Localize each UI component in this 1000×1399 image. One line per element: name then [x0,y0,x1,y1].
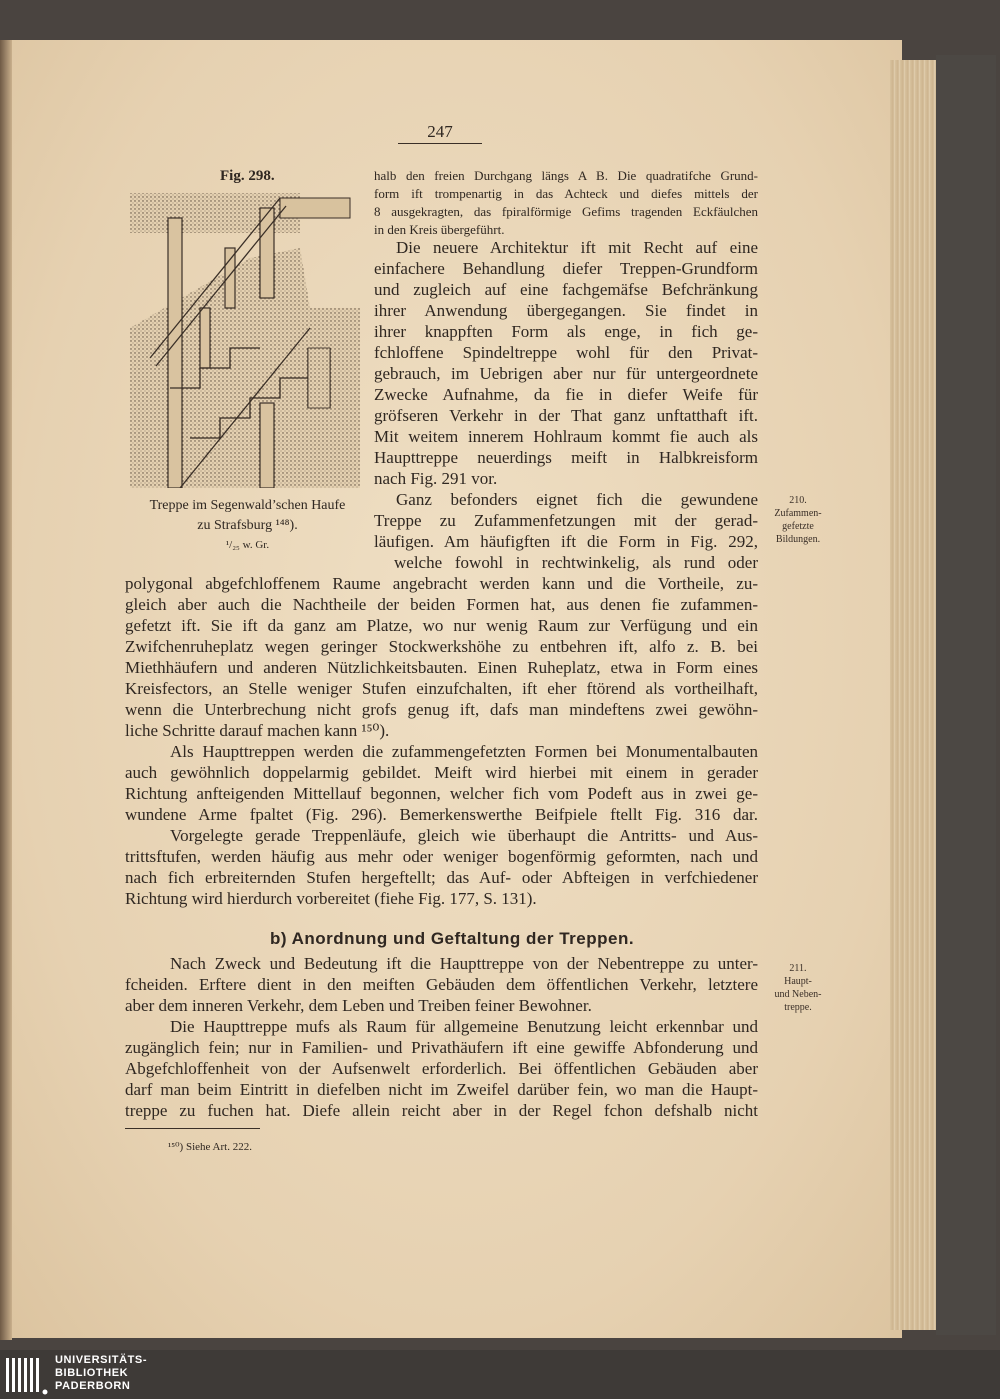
text-line: Die neuere Architektur ift mit Recht auf eine [396,238,758,257]
text-line: einfachere Behandlung diefer Treppen-Grundform [374,259,758,278]
text-line: fcheiden. Erftere dient in den meiften Gebäuden dem öffentlichen Verkehr, letztere [125,975,758,994]
footnote-rule [125,1128,260,1129]
small-print-line: 8 ausgekragten, das fpiralförmige Gefims tragenden Eckfäulchen [374,204,758,219]
text-line: Richtung wird hierdurch vorbereitet (fiehe Fig. 177, S. 131). [125,889,537,908]
text-line: Miethhäufern und anderen Nützlichkeitsbauten. Einen Ruheplatz, etwa in Form eines [125,658,758,677]
small-print-line: in den Kreis übergeführt. [374,222,505,237]
library-logo-icon [4,1354,48,1396]
text-line: ihrer knappften Form als enge, in fich ge- [374,322,758,341]
margin-note-line: Bildungen. [775,534,821,545]
page-edges [890,60,936,1330]
text-line: aber dem inneren Verkehr, dem Leben und Treiben feiner Bewohner. [125,996,592,1015]
figure-caption-location: zu Strafsburg ¹⁴⁸). [197,518,298,533]
figure-scale: ¹/₂₅ w. Gr. [225,539,270,551]
text-line: nach fich erbreiternden Stufen hergeftellt; das Auf- oder Abfteigen in verfchiedener [125,868,758,887]
text-line: wundene Arme fpaltet (Fig. 296). Bemerkenswerthe Beifpiele ftellt Fig. 316 dar. [125,805,758,824]
library-name-line1: UNIVERSITÄTS- [55,1354,148,1366]
library-name-line2: BIBLIOTHEK [55,1367,129,1379]
text-line: Abgefchloffenheit von der Aufsenwelt erforderlich. Bei öffentlichen Gebäuden aber [125,1059,758,1078]
margin-note-line: gefetzte [782,521,814,532]
text-line: auch gewöhnlich doppelarmig gebildet. Meift wird hierbei mit einem in gerader [125,763,758,782]
margin-note-line: Zufammen- [774,508,822,519]
text-line: Die Haupttreppe mufs als Raum für allgemeine Benutzung leicht erkennbar und [170,1017,758,1036]
text-line: gefetzt ift. Sie ift da ganz am Platze, wo nur wenig Raum zur Verfügung und ein [125,616,758,635]
margin-note-line: Haupt- [784,976,812,987]
text-line: treppe zu fuchen hat. Diefe allein reicht aber in der Regel fchon defshalb nicht [125,1101,758,1120]
margin-note-line: 210. [789,495,807,506]
section-heading: b) Anordnung und Geftaltung der Treppen. [270,929,635,948]
text-line: Zwifchenruheplatz wegen geringer Stockwerkshöhe zu entbehren ift, alfo z. B. bei [125,637,758,656]
footnote: ¹⁵⁰) Siehe Art. 222. [168,1141,252,1153]
page-number: 247 [427,122,453,141]
text-line: ihrer Anwendung übergegangen. Sie findet in [374,301,758,320]
text-line: Kreisfectors, an Stelle weniger Stufen einzufchalten, ift eher ftörend als vortheilhaft, [125,679,758,698]
text-line: Vorgelegte gerade Treppenläufe, gleich wie überhaupt die Antritts- und Aus- [170,826,758,845]
text-line: Richtung anfteigenden Mittellauf begonnen, welcher fich vom Podeft aus in zwei ge- [125,784,758,803]
text-line: Haupttreppe neuerdings meift in Halbkreisform [374,448,758,467]
text-line: und zugleich auf eine fachgemäfse Befchränkung [374,280,758,299]
text-line: polygonal abgefchloffenem Raume angebracht werden kann und die Vortheile, zu- [125,574,758,593]
text-line: gebrauch, im Uebrigen aber nur für untergeordnete [374,364,758,383]
book-cover [936,55,996,1335]
text-line: Mit weitem innerem Hohlraum kommt fie auch als [374,427,758,446]
small-print-line: form ift trompenartig in das Achteck und diefes mittels der [374,186,758,201]
text-line: nach Fig. 291 vor. [374,469,498,488]
text-line: zugänglich fein; nur in Familien- und Privathäufern ift eine gewiffe Abfonderung und [125,1038,758,1057]
text-line: Treppe zu Zufammenfetzungen mit der gerad- [374,511,758,530]
text-line: läufigen. Am häufigften ift die Form in Fig. 292, [374,532,758,551]
text-line: Zwecke Aufnahme, da fie in diefer Weife für [374,385,758,404]
text-line: welche fowohl in rechtwinkelig, als rund oder [394,553,758,572]
text-line: Als Haupttreppen werden die zufammengefetzten Formen bei Monumentalbauten [170,742,758,761]
text-line: Nach Zweck und Bedeutung ift die Haupttreppe von der Nebentreppe zu unter- [170,954,758,973]
staircase-figure [130,188,370,488]
library-footer [0,1350,1000,1399]
library-name-line3: PADERBORN [55,1380,131,1392]
page-number-rule [398,143,482,144]
margin-note-line: 211. [789,963,807,974]
figure-caption: Treppe im Segenwald’schen Haufe [149,498,346,513]
text-line: gröfseren Verkehr in der That ganz unftatthaft ift. [374,406,758,425]
figure-label: Fig. 298. [220,168,275,184]
text-line: gleich aber auch die Nachtheile der beiden Formen hat, aus denen fie zufammen- [125,595,758,614]
small-print-line: halb den freien Durchgang längs A B. Die quadratifche Grund- [374,168,758,183]
margin-note-line: und Neben- [774,989,822,1000]
margin-note-line: treppe. [784,1002,812,1013]
text-line: trittsftufen, werden häufig aus mehr oder weniger bogenförmig geformten, nach und [125,847,758,866]
text-line: Ganz befonders eignet fich die gewundene [396,490,758,509]
text-line: liche Schritte darauf machen kann ¹⁵⁰). [125,721,390,740]
small-print-paragraph [374,167,758,239]
left-page-edge [0,40,12,1340]
text-line: fchloffene Spindeltreppe wohl für den Privat- [374,343,758,362]
text-line: darf man beim Eintritt in diefelben nicht im Zweifel darüber fein, wo man die Haupt- [125,1080,758,1099]
text-line: wenn die Unterbrechung nicht grofs genug ift, dafs man mindeftens zwei gewöhn- [125,700,758,719]
